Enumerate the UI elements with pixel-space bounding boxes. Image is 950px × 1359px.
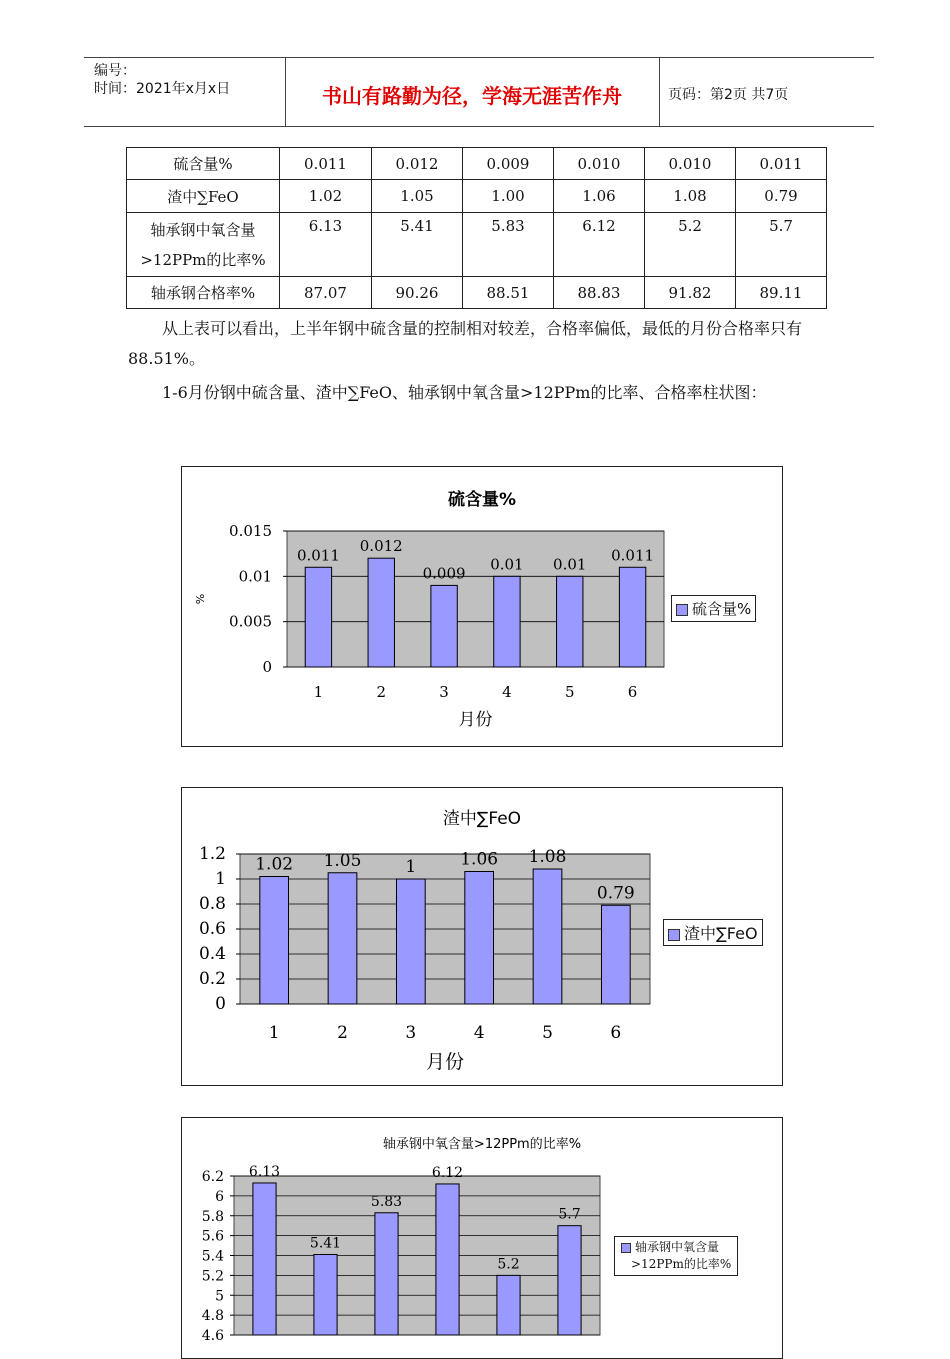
x-axis-title: 月份 [425,1051,465,1073]
header-divider [659,58,660,126]
y-tick-label: 0.015 [229,522,272,540]
legend-swatch [621,1243,631,1253]
y-tick-label: 0.005 [229,612,272,631]
y-tick-label: 1.2 [198,844,226,864]
chart-legend [671,595,756,622]
y-tick-label: 0 [215,994,226,1014]
table-cell: 91.82 [645,277,736,309]
header-info [94,62,230,98]
bar [328,873,357,1004]
table-cell: 88.83 [554,277,645,309]
data-label: 0.009 [422,564,466,583]
bar [557,576,583,667]
table-cell: 0.011 [736,148,827,180]
data-label: 6.12 [431,1164,464,1181]
row-label [127,213,280,277]
table-row [127,148,827,180]
chart-oxygen [181,1117,783,1359]
table-cell: 88.51 [463,277,554,309]
x-tick-label: 5 [542,1023,553,1043]
bar [558,1226,581,1335]
row-label-line: 轴承钢中氧含量 [150,220,256,239]
data-label: 0.012 [359,537,403,556]
bar [368,558,394,667]
legend-label: >12PPm的比率% [631,1257,732,1271]
table-cell: 0.012 [372,148,463,180]
y-tick-label: 5 [215,1288,224,1305]
y-axis-title: % [194,593,207,605]
legend-swatch [668,929,680,941]
x-tick-label: 3 [405,1023,417,1043]
y-tick-label: 0.8 [198,894,226,914]
x-tick-label: 1 [268,1023,280,1043]
body-paragraph: 1-6月份钢中硫含量、渣中∑FeO、轴承钢中氧含量>12PPm的比率、合格率柱状图： [162,383,767,402]
bar [619,567,645,667]
data-label: 0.011 [611,546,655,565]
chart-title: 渣中∑FeO [442,809,522,829]
data-label: 6.13 [248,1163,281,1180]
bar [497,1275,520,1335]
table-cell: 1.05 [372,180,463,213]
y-tick-label: 1 [215,869,226,889]
data-label: 0.01 [490,555,524,574]
table-cell: 90.26 [372,277,463,309]
x-tick-label: 6 [610,1023,622,1043]
data-label: 1.02 [255,854,294,875]
y-tick-label: 5.6 [201,1228,224,1245]
data-label: 1 [405,857,417,877]
data-label: 1.06 [460,849,499,870]
x-tick-label: 6 [627,683,638,701]
header-motto: 书山有路勤为径，学海无涯苦作舟 [322,84,622,108]
table-cell: 1.02 [280,180,372,213]
row-label: 渣中∑FeO [127,180,280,213]
table-cell: 0.009 [463,148,554,180]
y-tick-label: 5.8 [201,1208,224,1225]
data-label: 5.83 [370,1193,403,1210]
chart-sulfur [181,466,783,747]
y-tick-label: 5.2 [201,1268,224,1285]
legend-line [621,1239,731,1256]
data-label: 1.08 [528,847,567,867]
bar [465,872,494,1005]
plot-area [287,531,664,667]
data-label: 5.2 [497,1256,520,1273]
table-cell: 0.011 [280,148,372,180]
bar [436,1184,459,1335]
bar [396,879,425,1004]
table-cell: 5.83 [463,213,554,277]
chart-feo [181,787,783,1086]
chart-title: 硫含量% [447,490,517,510]
bar [253,1183,276,1335]
table-row [127,180,827,213]
legend-label: 渣中∑FeO [684,924,758,943]
bar [375,1213,398,1335]
y-tick-label: 4.8 [201,1308,224,1325]
y-tick-label: 0.6 [198,919,226,939]
row-label: 硫含量% [127,148,280,180]
table-cell: 0.010 [554,148,645,180]
x-tick-label: 1 [313,683,324,701]
table-cell: 1.00 [463,180,554,213]
data-label: 0.011 [296,546,340,565]
data-label: 0.01 [553,555,587,574]
data-label: 0.79 [596,883,635,904]
page-header [84,57,874,127]
chart-title: 轴承钢中氧含量>12PPm的比率% [382,1137,582,1152]
chart-legend [663,919,763,946]
table-row [127,277,827,309]
y-tick-label: 0.01 [238,567,272,586]
data-label: 5.7 [558,1206,581,1223]
page-number: 页码：第2页 共7页 [668,87,789,103]
x-tick-label: 4 [502,683,512,701]
row-label: 轴承钢合格率% [127,277,280,309]
x-tick-label: 5 [564,683,575,701]
y-tick-label: 0.2 [198,969,226,989]
table-cell: 5.41 [372,213,463,277]
row-label-line: >12PPm的比率% [140,250,266,269]
bar [314,1255,337,1335]
time-label: 时间：2021年x月x日 [94,81,231,97]
table-cell: 0.010 [645,148,736,180]
table-cell: 1.06 [554,180,645,213]
y-tick-label: 0.4 [198,944,226,964]
bar [533,869,562,1004]
bar [305,567,331,667]
table-row [127,213,827,277]
legend-label: 硫含量% [692,600,752,618]
bar [601,905,630,1004]
y-tick-label: 5.4 [201,1248,224,1265]
table-cell: 89.11 [736,277,827,309]
y-tick-label: 4.6 [201,1328,224,1344]
bar [260,877,289,1005]
bar [431,585,457,667]
body-paragraph: 从上表可以看出，上半年钢中硫含量的控制相对较差，合格率偏低，最低的月份合格率只有88.51%。 [128,319,803,368]
chart-legend [614,1236,738,1276]
x-tick-label: 3 [439,683,449,701]
table-cell: 0.79 [736,180,827,213]
x-tick-label: 2 [376,683,387,701]
table-cell: 1.08 [645,180,736,213]
legend-label: 轴承钢中氧含量 [635,1240,720,1254]
table-cell: 6.12 [554,213,645,277]
y-tick-label: 6.2 [201,1169,224,1185]
table-cell: 5.7 [736,213,827,277]
table-cell: 87.07 [280,277,372,309]
legend-swatch [676,604,688,616]
table-cell: 6.13 [280,213,372,277]
y-tick-label: 6 [215,1188,224,1205]
y-tick-label: 0 [262,658,272,676]
x-tick-label: 2 [337,1023,348,1043]
data-table [126,147,827,309]
x-tick-label: 4 [473,1023,485,1043]
data-label: 5.41 [309,1235,342,1252]
serial-label: 编号： [94,63,136,79]
bar [494,576,520,667]
table-cell: 5.2 [645,213,736,277]
data-label: 1.05 [323,850,362,871]
x-axis-title: 月份 [458,710,493,730]
